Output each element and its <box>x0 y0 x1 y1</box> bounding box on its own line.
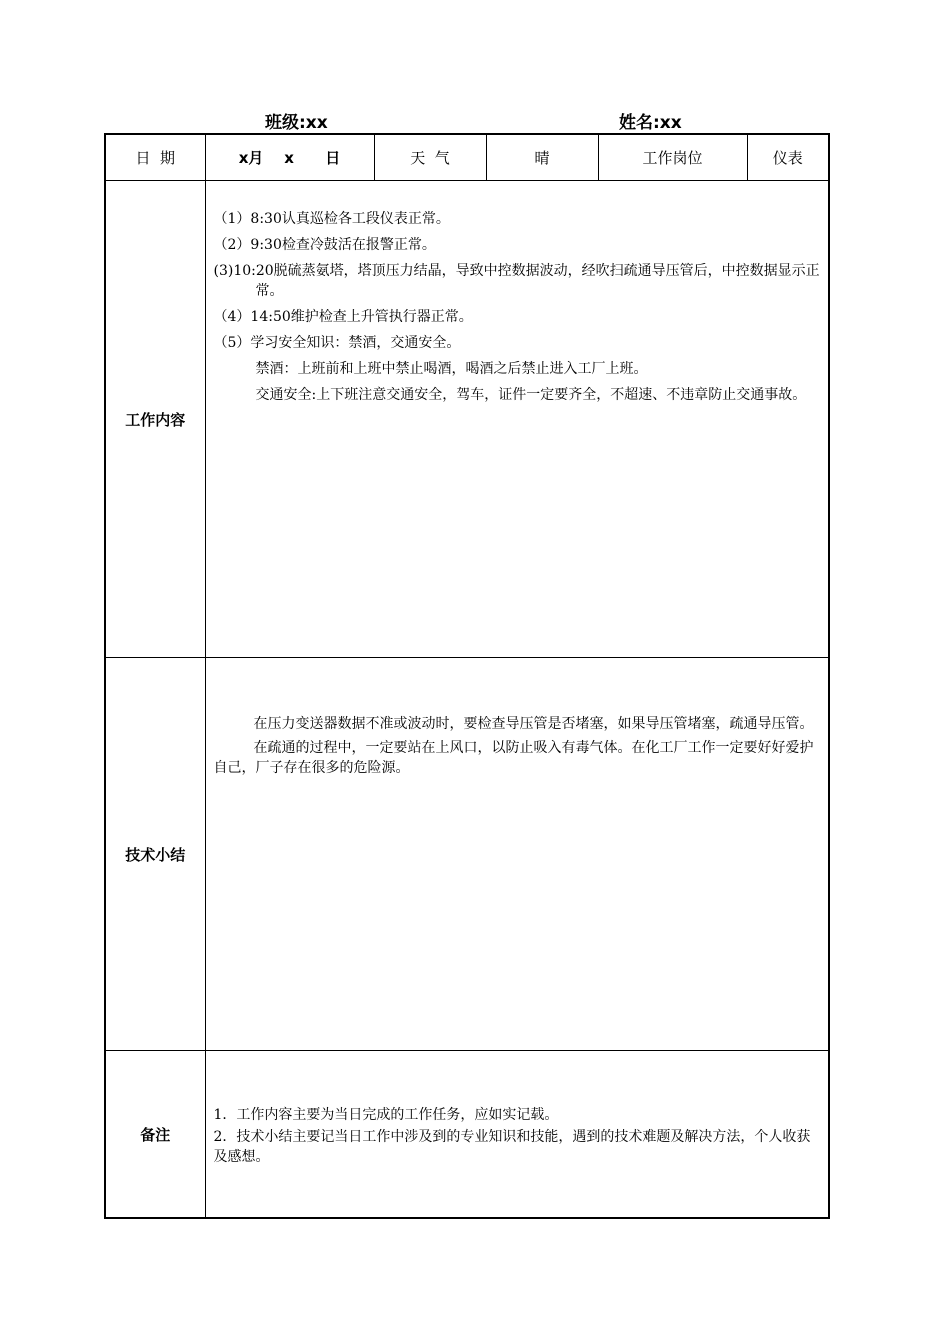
work-content-label: 工作内容 <box>105 181 205 658</box>
remark-note: 1．工作内容主要为当日完成的工作任务，应如实记载。 <box>213 1107 559 1123</box>
weather-label: 天 气 <box>374 134 486 181</box>
work-sub-item: 禁酒：上班前和上班中禁止喝酒，喝酒之后禁止进入工厂上班。 <box>255 361 648 377</box>
remarks-row <box>105 1051 829 1219</box>
date-value: x月 x 日 <box>205 134 374 181</box>
summary-paragraph: 在疏通的过程中，一定要站在上风口，以防止吸入有毒气体。在化工厂工作一定要好好爱护自己，厂子存在很多的危险源。 <box>213 740 814 776</box>
summary-row <box>105 658 829 1051</box>
weather-value: 晴 <box>486 134 598 181</box>
post-label: 工作岗位 <box>598 134 747 181</box>
summary-paragraph: 在压力变送器数据不准或波动时，要检查导压管是否堵塞，如果导压管堵塞，疏通导压管。 <box>253 716 814 732</box>
date-label: 日 期 <box>105 134 205 181</box>
name-label: 姓名:xx <box>619 113 682 133</box>
work-item: （4）14:50维护检查上升管执行器正常。 <box>213 309 473 325</box>
work-item: （5）学习安全知识：禁酒，交通安全。 <box>213 335 461 351</box>
work-item: （1）8:30认真巡检各工段仪表正常。 <box>213 211 450 227</box>
work-item: （2）9:30检查冷鼓活在报警正常。 <box>213 237 436 253</box>
work-item: (3)10:20脱硫蒸氨塔，塔顶压力结晶，导致中控数据波动，经吹扫疏通导压管后，中控数据显示正常。 <box>213 263 820 299</box>
work-content-cell <box>205 181 829 658</box>
remark-note: 2．技术小结主要记当日工作中涉及到的专业知识和技能，遇到的技术难题及解决方法，个人收获及感想。 <box>213 1129 811 1165</box>
work-sub-item: 交通安全:上下班注意交通安全，驾车，证件一定要齐全，不超速、不违章防止交通事故。 <box>255 387 807 403</box>
summary-cell <box>205 658 829 1051</box>
work-log-table <box>104 133 830 1219</box>
header-row <box>105 134 829 181</box>
remarks-label: 备注 <box>105 1051 205 1219</box>
class-label: 班级:xx <box>265 113 328 133</box>
work-content-row <box>105 181 829 658</box>
post-value: 仪表 <box>747 134 829 181</box>
summary-label: 技术小结 <box>105 658 205 1051</box>
remarks-cell <box>205 1051 829 1219</box>
